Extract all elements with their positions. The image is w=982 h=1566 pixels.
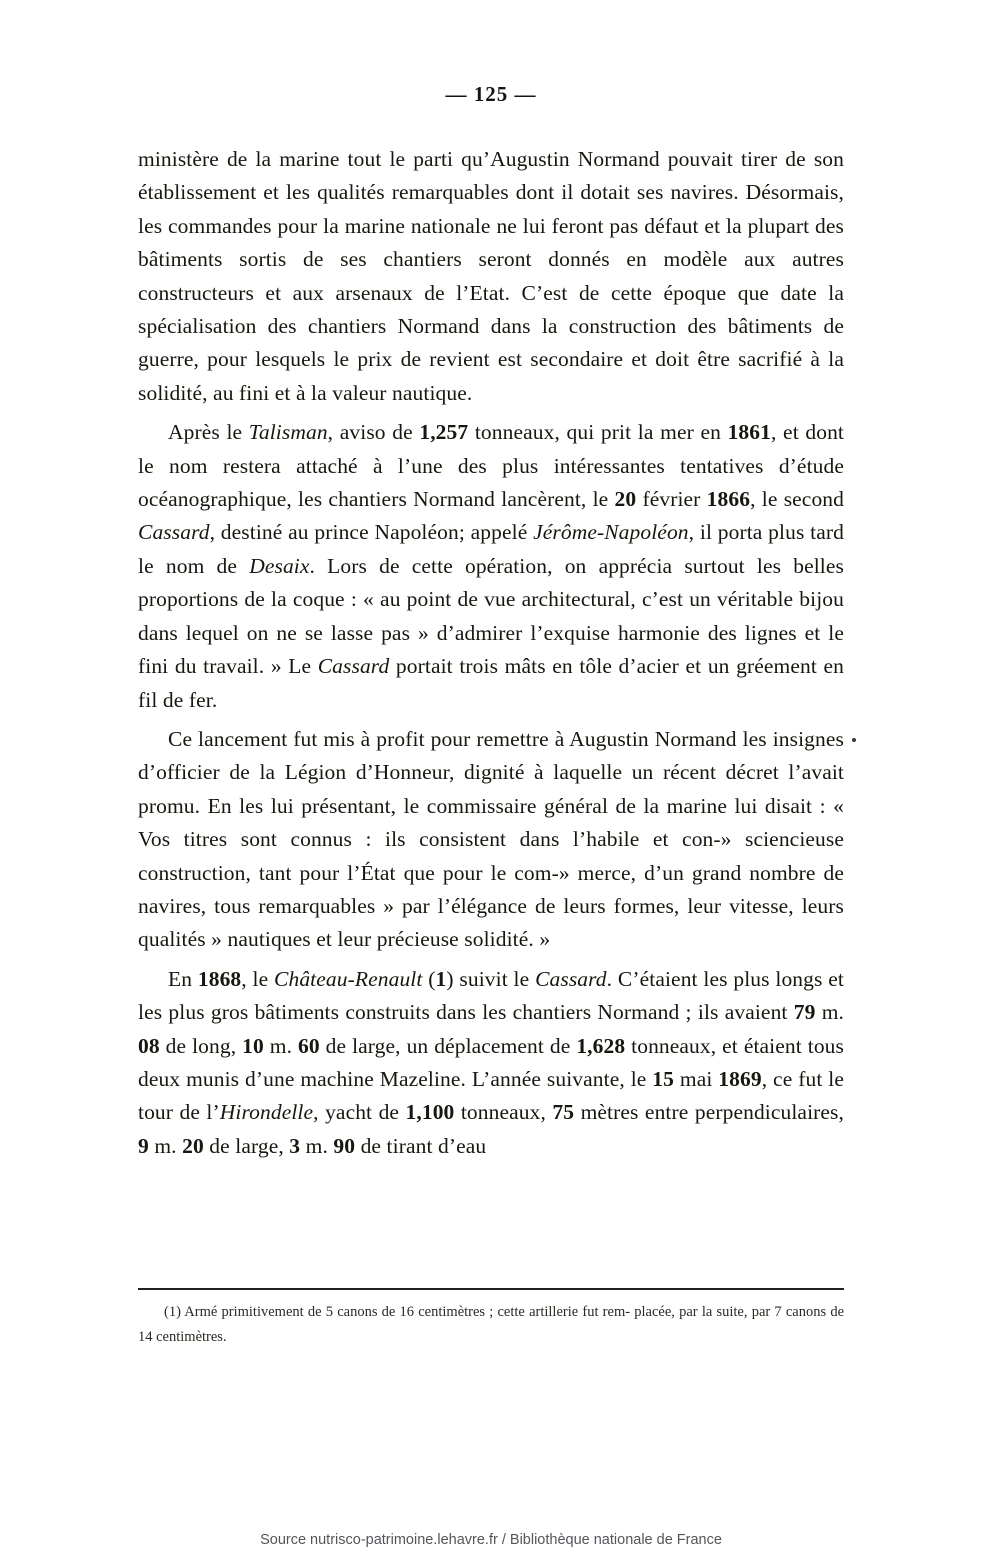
paragraph-4: En 1868, le Château-Renault (1) suivit le Cassard. C’étaient les plus longs et les plus gros bâtiments construits dans les chantiers Normand ; ils avaient 79 m. 08 de long, 10 m. 60 de large, un déplacement de 1,628 tonneaux, et étaient tous deux munis d’une machine Mazeline. L’année suivante, le 15 mai 1869, ce fut le tour de l’Hirondelle, yacht de 1,100 tonneaux, 75 mètres entre perpendiculaires, 9 m. 20 de large, 3 m. 90 de tirant d’eau <box>138 966 844 1158</box>
footnote-line-1: (1) Armé primitivement de 5 canons de 16 centimètres ; cette artillerie fut rem- <box>164 1304 631 1320</box>
ship-name-talisman: Talisman <box>248 420 328 445</box>
paragraph-1: ministère de la marine tout le parti qu’Augustin Normand pouvait tirer de son établissement et les qualités remarquables dont il dotait ses navires. Désormais, les commandes pour la marine nationale ne lui feront pas défaut et la plupart des bâtiments sortis de ses chantiers seront donnés en modèle aux autres constructeurs et aux arsenaux de l’Etat. C’est de cette époque que date la spécialisation des chantiers Normand dans la construction des bâtiments de guerre, pour lesquels le prix de revient est secondaire et doit être sacrifié à la solidité, au fini et à la valeur nautique. <box>138 147 844 405</box>
margin-mark <box>852 738 856 742</box>
ship-name-desaix: Desaix <box>249 553 310 578</box>
ship-name-jerome-napoleon: Jérôme-Napoléon <box>533 520 689 545</box>
ship-name-chateau-renault: Château-Renault <box>274 966 423 991</box>
footnote-divider <box>138 1288 844 1290</box>
page-number: — 125 — <box>445 82 537 106</box>
footnote <box>138 1300 844 1350</box>
paragraph-3: Ce lancement fut mis à profit pour remettre à Augustin Normand les insignes d’officier de la Légion d’Honneur, dignité à laquelle un récent décret l’avait promu. En les lui présentant, le commissaire général de la marine lui disait : « Vos titres sont connus : ils consistent dans l’habile et con-» sciencieuse construction, tant pour l’État que pour le com-» merce, d’un grand nombre de navires, tous remarquables » par l’élégance de leurs formes, leur vitesse, leurs qualités » nautiques et leur précieuse solidité. » <box>138 726 844 952</box>
ship-name-cassard: Cassard <box>138 520 210 545</box>
ship-name-hirondelle: Hirondelle <box>219 1100 314 1125</box>
text-column <box>138 143 844 1169</box>
footnote-line-2: placée, par la suite, par 7 canons de 14 centimètres. <box>138 1304 845 1345</box>
source-credit: Source nutrisco-patrimoine.lehavre.fr / Bibliothèque nationale de France <box>260 1532 722 1548</box>
paragraph-2: Après le Talisman, aviso de 1,257 tonneaux, qui prit la mer en 1861, et dont le nom restera attaché à l’une des plus intéressantes tentatives d’étude océanographique, les chantiers Normand lancèrent, le 20 février 1866, le second Cassard, destiné au prince Napoléon; appelé Jérôme-Napoléon, il porta plus tard le nom de Desaix. Lors de cette opération, on apprécia surtout les belles proportions de la coque : « au point de vue architectural, c’est un véritable bijou dans lequel on ne se lasse pas » d’admirer l’exquise harmonie des lignes et le fini du travail. » Le Cassard portait trois mâts en tôle d’acier et un gréement en fil de fer. <box>138 420 845 712</box>
